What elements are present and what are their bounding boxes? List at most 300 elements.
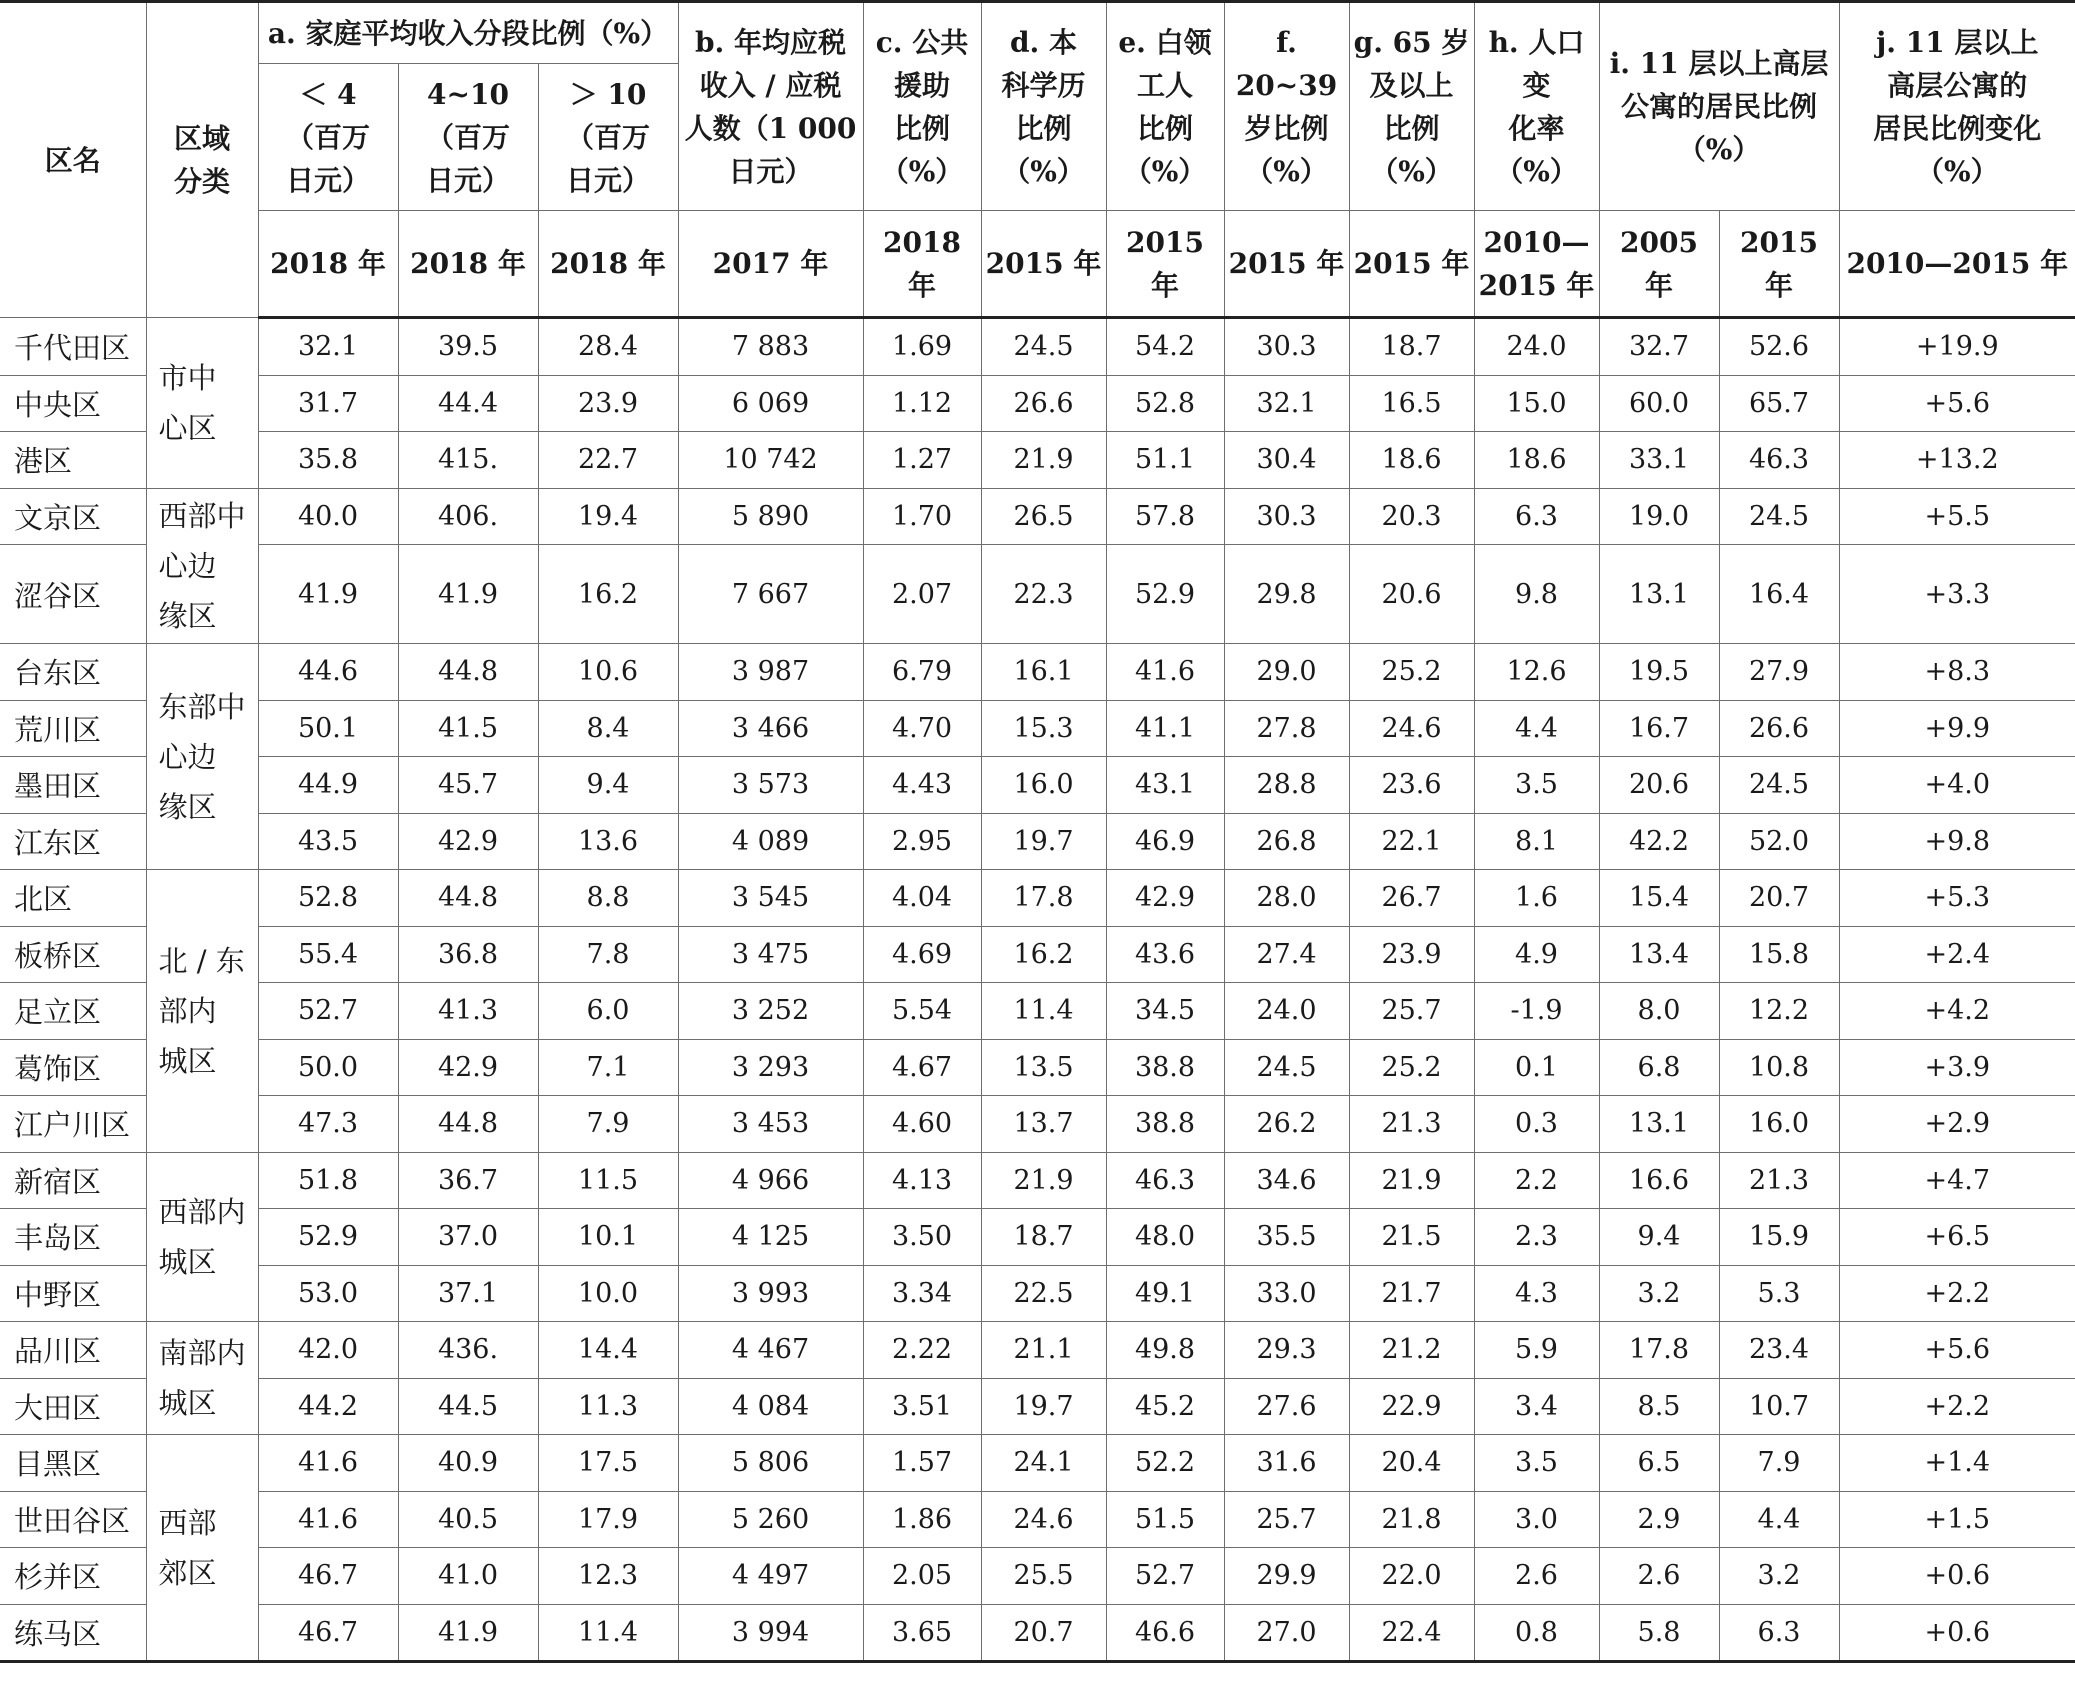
data-cell: 32.1 — [258, 318, 398, 376]
data-cell: 20.6 — [1599, 757, 1719, 814]
header-district: 区名 — [0, 2, 146, 318]
district-name: 文京区 — [0, 488, 146, 545]
data-cell: 19.7 — [981, 1378, 1106, 1435]
table-row — [0, 488, 2075, 545]
data-cell: 7.9 — [538, 1096, 678, 1153]
data-cell: 16.2 — [538, 545, 678, 644]
data-cell: 55.4 — [258, 926, 398, 983]
data-cell: 54.2 — [1106, 318, 1224, 376]
table-row — [0, 926, 2075, 983]
header-bachelor: d. 本 科学历 比例 （%） — [981, 2, 1106, 211]
district-name: 港区 — [0, 432, 146, 489]
data-cell: 4.60 — [863, 1096, 981, 1153]
data-cell: 16.2 — [981, 926, 1106, 983]
data-cell: 18.7 — [1349, 318, 1474, 376]
district-name: 千代田区 — [0, 318, 146, 376]
data-cell: 7.1 — [538, 1039, 678, 1096]
data-cell: 24.5 — [1719, 757, 1839, 814]
data-cell: 27.0 — [1224, 1604, 1349, 1662]
data-cell: 42.9 — [398, 813, 538, 870]
data-cell: 5 260 — [678, 1491, 863, 1548]
data-cell: 26.6 — [1719, 700, 1839, 757]
data-cell: 46.7 — [258, 1548, 398, 1605]
data-cell: 44.8 — [398, 644, 538, 701]
data-cell: 24.0 — [1224, 983, 1349, 1040]
table-row — [0, 432, 2075, 489]
data-cell: 17.5 — [538, 1435, 678, 1492]
table-row — [0, 1096, 2075, 1153]
table-row — [0, 1548, 2075, 1605]
data-cell: 1.86 — [863, 1491, 981, 1548]
data-cell: 52.0 — [1719, 813, 1839, 870]
data-cell: 42.9 — [398, 1039, 538, 1096]
data-cell: 3 545 — [678, 870, 863, 927]
data-cell: 41.0 — [398, 1548, 538, 1605]
district-name: 足立区 — [0, 983, 146, 1040]
table-row — [0, 1435, 2075, 1492]
data-cell: 25.7 — [1349, 983, 1474, 1040]
header-income-over-10: ＞ 10 （百万 日元） — [538, 64, 678, 211]
data-cell: 40.9 — [398, 1435, 538, 1492]
data-cell: +4.7 — [1839, 1152, 2075, 1209]
data-cell: 3 466 — [678, 700, 863, 757]
data-cell: 26.7 — [1349, 870, 1474, 927]
header-region: 区域 分类 — [146, 2, 258, 318]
region-category: 市中 心区 — [146, 318, 258, 489]
data-cell: 8.4 — [538, 700, 678, 757]
data-cell: 4.70 — [863, 700, 981, 757]
data-cell: +9.8 — [1839, 813, 2075, 870]
data-cell: 33.0 — [1224, 1265, 1349, 1322]
data-cell: 24.0 — [1474, 318, 1599, 376]
data-cell: 0.1 — [1474, 1039, 1599, 1096]
district-name: 台东区 — [0, 644, 146, 701]
header-highrise-group: i. 11 层以上高层 公寓的居民比例 （%） — [1599, 2, 1839, 211]
district-name: 涩谷区 — [0, 545, 146, 644]
data-cell: 5.54 — [863, 983, 981, 1040]
data-cell: 25.2 — [1349, 1039, 1474, 1096]
data-cell: 15.9 — [1719, 1209, 1839, 1266]
district-name: 目黑区 — [0, 1435, 146, 1492]
header-public-assistance: c. 公共 援助 比例 （%） — [863, 2, 981, 211]
data-cell: +6.5 — [1839, 1209, 2075, 1266]
data-cell: 9.4 — [1599, 1209, 1719, 1266]
year-cell: 2010— 2015 年 — [1474, 211, 1599, 318]
data-cell: 49.8 — [1106, 1322, 1224, 1379]
data-cell: 4 467 — [678, 1322, 863, 1379]
year-cell: 2010—2015 年 — [1839, 211, 2075, 318]
data-cell: 44.4 — [398, 375, 538, 432]
data-cell: 16.4 — [1719, 545, 1839, 644]
data-cell: 21.9 — [1349, 1152, 1474, 1209]
data-cell: 13.1 — [1599, 545, 1719, 644]
data-cell: +0.6 — [1839, 1548, 2075, 1605]
data-cell: 16.6 — [1599, 1152, 1719, 1209]
data-cell: 52.7 — [258, 983, 398, 1040]
data-cell: 11.4 — [981, 983, 1106, 1040]
data-cell: 2.3 — [1474, 1209, 1599, 1266]
data-cell: 25.5 — [981, 1548, 1106, 1605]
data-cell: +2.2 — [1839, 1378, 2075, 1435]
data-cell: 2.07 — [863, 545, 981, 644]
data-cell: 46.3 — [1719, 432, 1839, 489]
data-cell: 42.2 — [1599, 813, 1719, 870]
year-cell: 2018 年 — [258, 211, 398, 318]
data-cell: 57.8 — [1106, 488, 1224, 545]
data-cell: +5.3 — [1839, 870, 2075, 927]
data-cell: 26.6 — [981, 375, 1106, 432]
data-cell: 49.1 — [1106, 1265, 1224, 1322]
data-cell: 5.3 — [1719, 1265, 1839, 1322]
header-income-under-4: ＜ 4 （百万 日元） — [258, 64, 398, 211]
table-row — [0, 1604, 2075, 1662]
data-cell: 4 084 — [678, 1378, 863, 1435]
header-year-row — [0, 211, 2075, 318]
year-cell: 2017 年 — [678, 211, 863, 318]
data-cell: 3.51 — [863, 1378, 981, 1435]
data-cell: 4.43 — [863, 757, 981, 814]
table-row — [0, 813, 2075, 870]
data-cell: 26.2 — [1224, 1096, 1349, 1153]
header-taxable-income: b. 年均应税 收入 / 应税 人数（1 000 日元） — [678, 2, 863, 211]
data-cell: 6.0 — [538, 983, 678, 1040]
data-cell: 415. — [398, 432, 538, 489]
data-cell: 50.0 — [258, 1039, 398, 1096]
data-cell: 46.6 — [1106, 1604, 1224, 1662]
district-name: 杉并区 — [0, 1548, 146, 1605]
data-cell: 4.67 — [863, 1039, 981, 1096]
data-cell: 4.4 — [1474, 700, 1599, 757]
region-category: 北 / 东 部内 城区 — [146, 870, 258, 1153]
data-cell: 6.5 — [1599, 1435, 1719, 1492]
data-cell: 2.6 — [1474, 1548, 1599, 1605]
data-cell: 28.8 — [1224, 757, 1349, 814]
data-cell: 3 573 — [678, 757, 863, 814]
data-cell: 1.27 — [863, 432, 981, 489]
data-cell: 40.0 — [258, 488, 398, 545]
district-name: 大田区 — [0, 1378, 146, 1435]
data-cell: 17.8 — [1599, 1322, 1719, 1379]
data-cell: 24.6 — [1349, 700, 1474, 757]
data-cell: 38.8 — [1106, 1096, 1224, 1153]
data-cell: 20.7 — [981, 1604, 1106, 1662]
data-cell: 1.70 — [863, 488, 981, 545]
data-cell: +2.9 — [1839, 1096, 2075, 1153]
data-cell: 9.4 — [538, 757, 678, 814]
data-cell: 19.5 — [1599, 644, 1719, 701]
data-cell: 52.8 — [1106, 375, 1224, 432]
district-name: 新宿区 — [0, 1152, 146, 1209]
year-cell: 2015 年 — [1224, 211, 1349, 318]
data-cell: 20.7 — [1719, 870, 1839, 927]
data-cell: 39.5 — [398, 318, 538, 376]
data-cell: 30.3 — [1224, 488, 1349, 545]
data-cell: 37.1 — [398, 1265, 538, 1322]
data-cell: +3.9 — [1839, 1039, 2075, 1096]
data-cell: 7 883 — [678, 318, 863, 376]
data-cell: 3.0 — [1474, 1491, 1599, 1548]
data-cell: 5.9 — [1474, 1322, 1599, 1379]
data-cell: 44.8 — [398, 1096, 538, 1153]
data-cell: 3.2 — [1719, 1548, 1839, 1605]
data-cell: 16.0 — [981, 757, 1106, 814]
data-cell: 7.9 — [1719, 1435, 1839, 1492]
data-cell: +19.9 — [1839, 318, 2075, 376]
data-cell: 4 966 — [678, 1152, 863, 1209]
data-cell: 52.2 — [1106, 1435, 1224, 1492]
data-cell: 46.3 — [1106, 1152, 1224, 1209]
data-cell: 0.8 — [1474, 1604, 1599, 1662]
table-row — [0, 1491, 2075, 1548]
data-cell: 30.4 — [1224, 432, 1349, 489]
data-cell: 6.3 — [1474, 488, 1599, 545]
data-cell: 52.6 — [1719, 318, 1839, 376]
data-cell: 44.6 — [258, 644, 398, 701]
data-cell: 44.2 — [258, 1378, 398, 1435]
header-pop-change: h. 人口变 化率（%） — [1474, 2, 1599, 211]
data-cell: 6 069 — [678, 375, 863, 432]
header-income-4-10: 4~10 （百万 日元） — [398, 64, 538, 211]
data-cell: 21.7 — [1349, 1265, 1474, 1322]
data-cell: 31.7 — [258, 375, 398, 432]
district-name: 江东区 — [0, 813, 146, 870]
data-cell: 3.50 — [863, 1209, 981, 1266]
data-cell: 51.5 — [1106, 1491, 1224, 1548]
district-name: 板桥区 — [0, 926, 146, 983]
data-cell: 30.3 — [1224, 318, 1349, 376]
data-cell: 1.57 — [863, 1435, 981, 1492]
header-age-65-plus: g. 65 岁 及以上 比例 （%） — [1349, 2, 1474, 211]
data-cell: 22.0 — [1349, 1548, 1474, 1605]
data-cell: +3.3 — [1839, 545, 2075, 644]
data-cell: 22.7 — [538, 432, 678, 489]
data-cell: 51.1 — [1106, 432, 1224, 489]
data-cell: 2.2 — [1474, 1152, 1599, 1209]
data-cell: 4.4 — [1719, 1491, 1839, 1548]
table-row — [0, 318, 2075, 376]
year-cell: 2005 年 — [1599, 211, 1719, 318]
data-cell: 45.7 — [398, 757, 538, 814]
data-cell: 46.7 — [258, 1604, 398, 1662]
data-cell: 34.6 — [1224, 1152, 1349, 1209]
table-row — [0, 1378, 2075, 1435]
table-row — [0, 1322, 2075, 1379]
data-cell: 29.8 — [1224, 545, 1349, 644]
data-cell: 36.8 — [398, 926, 538, 983]
data-cell: +5.6 — [1839, 375, 2075, 432]
data-cell: 43.5 — [258, 813, 398, 870]
data-cell: 53.0 — [258, 1265, 398, 1322]
header-white-collar: e. 白领 工人 比例 （%） — [1106, 2, 1224, 211]
data-cell: 15.0 — [1474, 375, 1599, 432]
table-row — [0, 644, 2075, 701]
data-cell: 4.69 — [863, 926, 981, 983]
table-row — [0, 870, 2075, 927]
data-cell: 9.8 — [1474, 545, 1599, 644]
data-cell: 27.8 — [1224, 700, 1349, 757]
data-cell: 406. — [398, 488, 538, 545]
data-cell: 0.3 — [1474, 1096, 1599, 1153]
data-cell: 65.7 — [1719, 375, 1839, 432]
data-cell: 13.4 — [1599, 926, 1719, 983]
data-cell: 5 806 — [678, 1435, 863, 1492]
district-name: 丰岛区 — [0, 1209, 146, 1266]
data-cell: 2.95 — [863, 813, 981, 870]
data-cell: 23.9 — [1349, 926, 1474, 983]
data-cell: 36.7 — [398, 1152, 538, 1209]
data-cell: 22.3 — [981, 545, 1106, 644]
data-cell: +2.2 — [1839, 1265, 2075, 1322]
data-cell: 19.4 — [538, 488, 678, 545]
data-cell: 35.8 — [258, 432, 398, 489]
data-cell: 15.3 — [981, 700, 1106, 757]
data-cell: 8.0 — [1599, 983, 1719, 1040]
data-cell: 2.05 — [863, 1548, 981, 1605]
data-cell: 44.8 — [398, 870, 538, 927]
data-cell: 12.2 — [1719, 983, 1839, 1040]
data-cell: 28.0 — [1224, 870, 1349, 927]
data-cell: 4.04 — [863, 870, 981, 927]
district-name: 世田谷区 — [0, 1491, 146, 1548]
data-cell: 6.79 — [863, 644, 981, 701]
data-cell: 3 994 — [678, 1604, 863, 1662]
data-cell: 21.9 — [981, 1152, 1106, 1209]
data-cell: 52.9 — [258, 1209, 398, 1266]
data-cell: 5.8 — [1599, 1604, 1719, 1662]
header-age-20-39: f. 20~39 岁比例 （%） — [1224, 2, 1349, 211]
data-cell: 23.4 — [1719, 1322, 1839, 1379]
region-category: 西部内 城区 — [146, 1152, 258, 1322]
data-cell: 43.1 — [1106, 757, 1224, 814]
data-cell: 46.9 — [1106, 813, 1224, 870]
data-cell: 42.9 — [1106, 870, 1224, 927]
table-body — [0, 318, 2075, 1662]
data-cell: 25.2 — [1349, 644, 1474, 701]
data-cell: 47.3 — [258, 1096, 398, 1153]
data-cell: 3.34 — [863, 1265, 981, 1322]
data-cell: 20.6 — [1349, 545, 1474, 644]
year-cell: 2015 年 — [1106, 211, 1224, 318]
data-cell: 21.8 — [1349, 1491, 1474, 1548]
data-cell: 24.1 — [981, 1435, 1106, 1492]
data-cell: 25.7 — [1224, 1491, 1349, 1548]
region-category: 东部中 心边 缘区 — [146, 644, 258, 870]
data-cell: 10.1 — [538, 1209, 678, 1266]
data-cell: 41.3 — [398, 983, 538, 1040]
data-cell: 4 125 — [678, 1209, 863, 1266]
data-cell: 11.4 — [538, 1604, 678, 1662]
data-cell: 3 993 — [678, 1265, 863, 1322]
year-cell: 2015 年 — [981, 211, 1106, 318]
data-cell: 23.9 — [538, 375, 678, 432]
data-cell: +5.6 — [1839, 1322, 2075, 1379]
data-cell: 3 252 — [678, 983, 863, 1040]
data-cell: 18.6 — [1349, 432, 1474, 489]
data-cell: +13.2 — [1839, 432, 2075, 489]
data-cell: 3 453 — [678, 1096, 863, 1153]
data-cell: 4 089 — [678, 813, 863, 870]
data-cell: 16.7 — [1599, 700, 1719, 757]
data-cell: 41.9 — [398, 545, 538, 644]
data-cell: 3.2 — [1599, 1265, 1719, 1322]
data-cell: 1.69 — [863, 318, 981, 376]
data-cell: 41.1 — [1106, 700, 1224, 757]
data-cell: 38.8 — [1106, 1039, 1224, 1096]
year-cell: 2015 年 — [1349, 211, 1474, 318]
data-cell: 11.5 — [538, 1152, 678, 1209]
data-cell: 12.6 — [1474, 644, 1599, 701]
data-cell: 32.7 — [1599, 318, 1719, 376]
table-row — [0, 1039, 2075, 1096]
data-cell: 8.1 — [1474, 813, 1599, 870]
data-cell: 35.5 — [1224, 1209, 1349, 1266]
table-header — [0, 2, 2075, 318]
data-cell: 5 890 — [678, 488, 863, 545]
data-cell: 17.9 — [538, 1491, 678, 1548]
data-cell: 29.0 — [1224, 644, 1349, 701]
data-cell: 21.9 — [981, 432, 1106, 489]
table-row — [0, 983, 2075, 1040]
data-cell: 22.5 — [981, 1265, 1106, 1322]
data-cell: 10.0 — [538, 1265, 678, 1322]
table-row — [0, 545, 2075, 644]
data-cell: 13.6 — [538, 813, 678, 870]
data-cell: 2.6 — [1599, 1548, 1719, 1605]
data-cell: 3.65 — [863, 1604, 981, 1662]
data-cell: 23.6 — [1349, 757, 1474, 814]
data-cell: 22.9 — [1349, 1378, 1474, 1435]
year-cell: 2018 年 — [863, 211, 981, 318]
data-cell: 21.5 — [1349, 1209, 1474, 1266]
data-cell: 19.7 — [981, 813, 1106, 870]
data-cell: 52.7 — [1106, 1548, 1224, 1605]
data-cell: 40.5 — [398, 1491, 538, 1548]
year-cell: 2018 年 — [538, 211, 678, 318]
district-name: 荒川区 — [0, 700, 146, 757]
data-cell: 1.6 — [1474, 870, 1599, 927]
data-cell: +5.5 — [1839, 488, 2075, 545]
data-cell: 3 293 — [678, 1039, 863, 1096]
year-cell: 2015 年 — [1719, 211, 1839, 318]
data-cell: 44.5 — [398, 1378, 538, 1435]
district-name: 品川区 — [0, 1322, 146, 1379]
data-cell: 16.0 — [1719, 1096, 1839, 1153]
table-row — [0, 375, 2075, 432]
district-name: 中央区 — [0, 375, 146, 432]
data-cell: 37.0 — [398, 1209, 538, 1266]
region-category: 西部 郊区 — [146, 1435, 258, 1662]
data-cell: 4 497 — [678, 1548, 863, 1605]
district-name: 练马区 — [0, 1604, 146, 1662]
data-cell: +9.9 — [1839, 700, 2075, 757]
year-cell: 2018 年 — [398, 211, 538, 318]
data-cell: 8.5 — [1599, 1378, 1719, 1435]
data-cell: 17.8 — [981, 870, 1106, 927]
data-cell: -1.9 — [1474, 983, 1599, 1040]
data-cell: 22.4 — [1349, 1604, 1474, 1662]
data-cell: 10.7 — [1719, 1378, 1839, 1435]
data-cell: 41.9 — [398, 1604, 538, 1662]
data-cell: 41.9 — [258, 545, 398, 644]
data-cell: +1.5 — [1839, 1491, 2075, 1548]
data-cell: 21.3 — [1349, 1096, 1474, 1153]
data-cell: 41.5 — [398, 700, 538, 757]
data-cell: 3 987 — [678, 644, 863, 701]
data-cell: 34.5 — [1106, 983, 1224, 1040]
data-cell: 6.3 — [1719, 1604, 1839, 1662]
data-cell: +0.6 — [1839, 1604, 2075, 1662]
district-name: 葛饰区 — [0, 1039, 146, 1096]
